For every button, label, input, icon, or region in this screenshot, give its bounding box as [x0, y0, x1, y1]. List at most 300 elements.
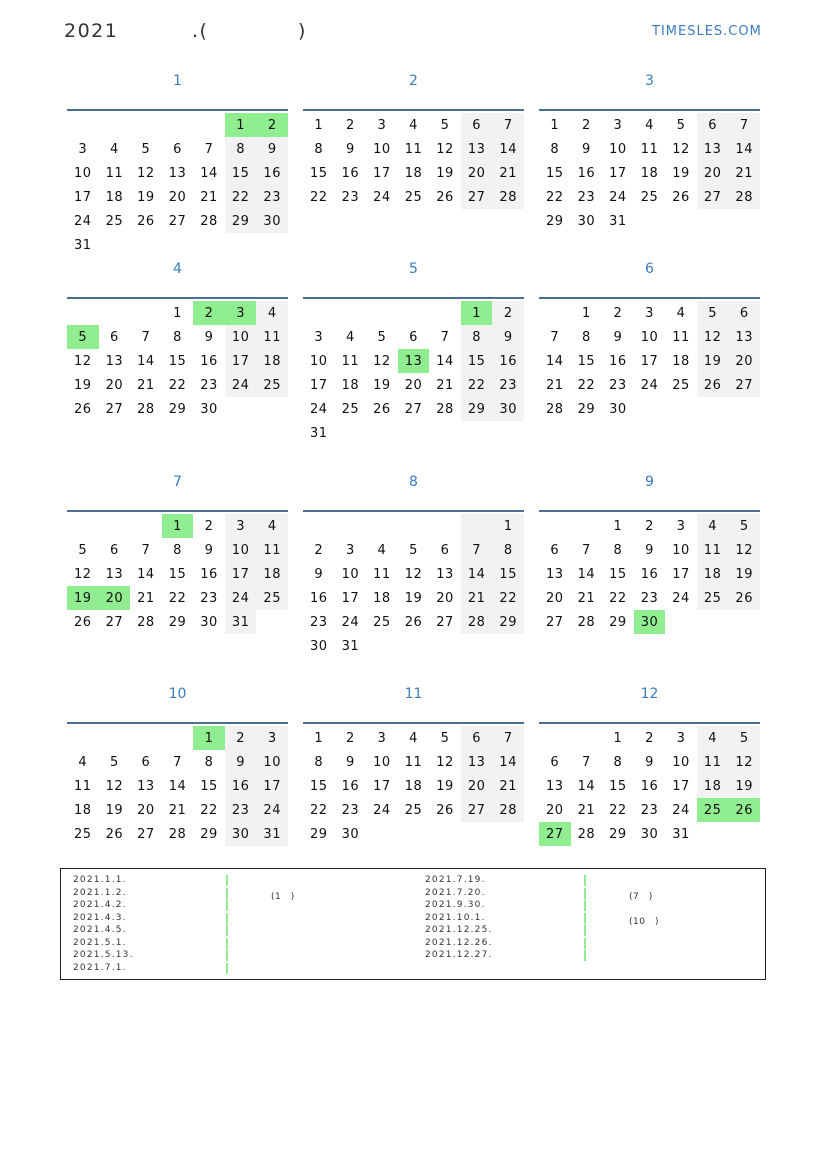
day-cell: 12	[436, 141, 454, 157]
day-cell: 9	[645, 542, 654, 558]
day-cell: 18	[74, 802, 92, 818]
day-cell: 24	[341, 614, 360, 630]
day-cell: 17	[672, 778, 690, 794]
day-cell: 28	[577, 614, 596, 630]
day-cell: 6	[550, 542, 560, 558]
day-cell: 4	[409, 117, 418, 133]
day-cell: 19	[436, 778, 454, 794]
day-cell: 11	[256, 325, 288, 349]
month-title: 3	[645, 73, 654, 89]
day-cell: 5	[377, 329, 387, 345]
day-cell: 5	[440, 730, 450, 746]
legend-row	[73, 925, 403, 938]
day-cell: 8	[204, 754, 214, 770]
day-cell: 20	[697, 161, 729, 185]
day-cell: 31	[74, 237, 92, 253]
day-cell: 8	[492, 538, 524, 562]
holiday-day-cell: 13	[398, 349, 430, 373]
day-cell: 31	[256, 822, 288, 846]
day-cell: 15	[168, 566, 187, 582]
day-cell: 25	[341, 401, 360, 417]
day-cell: 15	[168, 353, 187, 369]
empty-day-cell	[335, 514, 367, 538]
month-divider	[303, 722, 524, 724]
day-cell: 23	[225, 798, 257, 822]
day-cell: 8	[173, 329, 182, 345]
day-cell: 4	[409, 730, 418, 746]
day-cell: 22	[577, 377, 596, 393]
month-grid	[67, 514, 288, 634]
day-cell: 22	[546, 189, 564, 205]
day-cell: 21	[461, 586, 493, 610]
day-cell: 27	[137, 826, 155, 842]
day-cell: 8	[314, 754, 324, 770]
day-cell: 11	[640, 141, 659, 157]
day-cell: 6	[440, 542, 450, 558]
day-cell: 16	[609, 353, 627, 369]
legend-row	[73, 938, 403, 951]
day-cell: 22	[168, 590, 187, 606]
day-cell: 21	[492, 161, 524, 185]
day-cell: 29	[168, 401, 187, 417]
day-cell: 14	[436, 353, 454, 369]
legend-row	[425, 875, 755, 888]
day-cell: 13	[728, 325, 760, 349]
day-cell: 23	[341, 802, 360, 818]
empty-day-cell	[162, 113, 194, 137]
legend-row	[73, 950, 403, 963]
day-cell: 15	[609, 566, 627, 582]
day-cell: 18	[404, 165, 423, 181]
day-cell: 18	[105, 189, 124, 205]
day-cell: 12	[672, 141, 690, 157]
day-cell: 30	[609, 401, 627, 417]
day-cell: 16	[200, 566, 218, 582]
day-cell: 23	[200, 590, 218, 606]
day-cell: 25	[404, 802, 423, 818]
day-cell: 9	[645, 754, 654, 770]
day-cell: 21	[200, 189, 218, 205]
day-cell: 15	[225, 161, 257, 185]
day-cell: 28	[492, 185, 524, 209]
day-cell: 29	[310, 826, 328, 842]
day-cell: 5	[409, 542, 418, 558]
day-cell: 17	[672, 566, 690, 582]
day-cell: 17	[256, 774, 288, 798]
day-cell: 3	[377, 117, 387, 133]
day-cell: 7	[204, 141, 214, 157]
day-cell: 19	[404, 590, 423, 606]
day-cell: 19	[74, 377, 92, 393]
day-cell: 29	[609, 614, 627, 630]
day-cell: 3	[256, 726, 288, 750]
day-cell: 27	[105, 614, 124, 630]
day-cell: 12	[728, 538, 760, 562]
day-cell: 14	[492, 137, 524, 161]
legend-date: 2021.10.1.	[425, 912, 486, 923]
day-cell: 29	[609, 826, 627, 842]
empty-day-cell	[571, 726, 603, 750]
legend-date: 2021.12.25.	[425, 925, 493, 935]
day-cell: 24	[225, 373, 257, 397]
day-cell: 11	[404, 141, 423, 157]
legend-marker	[226, 888, 228, 899]
day-cell: 9	[345, 141, 355, 157]
empty-day-cell	[303, 301, 335, 325]
day-cell: 20	[461, 774, 493, 798]
day-cell: 7	[581, 542, 591, 558]
empty-day-cell	[429, 514, 461, 538]
day-cell: 14	[200, 165, 218, 181]
month-divider	[539, 510, 760, 512]
header-paren-close: )	[298, 20, 307, 42]
day-cell: 20	[137, 802, 155, 818]
day-cell: 4	[676, 305, 686, 321]
day-cell: 20	[546, 590, 564, 606]
empty-day-cell	[130, 514, 162, 538]
day-cell: 14	[728, 137, 760, 161]
day-cell: 11	[404, 754, 423, 770]
legend-row	[73, 913, 403, 926]
day-cell: 6	[109, 542, 119, 558]
day-cell: 26	[105, 826, 124, 842]
legend-marker	[584, 913, 586, 924]
month-title: 5	[409, 261, 418, 277]
day-cell: 14	[168, 778, 187, 794]
day-cell: 20	[461, 161, 493, 185]
day-cell: 13	[697, 137, 729, 161]
day-cell: 30	[577, 213, 596, 229]
day-cell: 1	[314, 117, 324, 133]
day-cell: 30	[310, 638, 328, 654]
day-cell: 23	[577, 189, 596, 205]
holiday-day-cell: 1	[193, 726, 225, 750]
day-cell: 19	[697, 349, 729, 373]
month-divider	[303, 109, 524, 111]
day-cell: 10	[373, 141, 391, 157]
day-cell: 3	[377, 730, 387, 746]
site-logo[interactable]: TIMESLES.COM	[652, 24, 762, 39]
day-cell: 16	[492, 349, 524, 373]
day-cell: 4	[345, 329, 355, 345]
day-cell: 30	[640, 826, 659, 842]
day-cell: 26	[137, 213, 155, 229]
day-cell: 10	[373, 754, 391, 770]
day-cell: 8	[581, 329, 591, 345]
day-cell: 21	[137, 590, 155, 606]
month-title: 8	[409, 474, 418, 490]
day-cell: 10	[310, 353, 328, 369]
day-cell: 6	[141, 754, 151, 770]
day-cell: 10	[609, 141, 627, 157]
day-cell: 7	[440, 329, 450, 345]
day-cell: 19	[137, 189, 155, 205]
day-cell: 26	[436, 189, 454, 205]
day-cell: 30	[200, 614, 218, 630]
day-cell: 18	[373, 590, 391, 606]
day-cell: 26	[436, 802, 454, 818]
day-cell: 26	[404, 614, 423, 630]
day-cell: 8	[173, 542, 182, 558]
day-cell: 1	[581, 305, 591, 321]
day-cell: 2	[314, 542, 324, 558]
day-cell: 12	[373, 353, 391, 369]
day-cell: 7	[492, 113, 524, 137]
empty-day-cell	[67, 514, 99, 538]
day-cell: 16	[225, 774, 257, 798]
day-cell: 11	[697, 750, 729, 774]
holiday-day-cell: 2	[256, 113, 288, 137]
day-cell: 25	[404, 189, 423, 205]
day-cell: 11	[373, 566, 391, 582]
day-cell: 2	[492, 301, 524, 325]
day-cell: 25	[74, 826, 92, 842]
day-cell: 18	[256, 562, 288, 586]
legend-row	[73, 875, 403, 888]
day-cell: 22	[461, 373, 493, 397]
empty-day-cell	[67, 113, 99, 137]
day-cell: 10	[256, 750, 288, 774]
month-title: 12	[640, 686, 659, 702]
month-grid	[303, 301, 524, 445]
day-cell: 26	[728, 586, 760, 610]
day-cell: 7	[728, 113, 760, 137]
legend-marker	[226, 900, 228, 911]
day-cell: 4	[256, 301, 288, 325]
day-cell: 22	[609, 802, 627, 818]
day-cell: 11	[74, 778, 92, 794]
day-cell: 9	[492, 325, 524, 349]
day-cell: 23	[640, 802, 659, 818]
day-cell: 16	[200, 353, 218, 369]
empty-day-cell	[539, 301, 571, 325]
day-cell: 24	[609, 189, 627, 205]
legend-marker	[584, 875, 586, 886]
day-cell: 25	[697, 586, 729, 610]
day-cell: 31	[341, 638, 360, 654]
day-cell: 22	[200, 802, 218, 818]
day-cell: 15	[200, 778, 218, 794]
day-cell: 4	[645, 117, 654, 133]
legend-date: 2021.5.13.	[73, 950, 134, 960]
day-cell: 2	[345, 730, 355, 746]
holiday-day-cell: 19	[67, 586, 99, 610]
day-cell: 21	[546, 377, 564, 393]
day-cell: 25	[640, 189, 659, 205]
month-divider	[539, 722, 760, 724]
day-cell: 17	[341, 590, 360, 606]
empty-day-cell	[461, 514, 493, 538]
day-cell: 22	[225, 185, 257, 209]
day-cell: 26	[373, 401, 391, 417]
empty-day-cell	[303, 514, 335, 538]
day-cell: 15	[577, 353, 596, 369]
legend-marker	[226, 875, 228, 886]
holiday-day-cell: 26	[728, 798, 760, 822]
day-cell: 27	[105, 401, 124, 417]
day-cell: 11	[697, 538, 729, 562]
day-cell: 23	[492, 373, 524, 397]
day-cell: 31	[672, 826, 690, 842]
legend-date: 2021.7.20.	[425, 887, 486, 898]
day-cell: 26	[74, 614, 92, 630]
day-cell: 20	[728, 349, 760, 373]
empty-day-cell	[67, 726, 99, 750]
day-cell: 22	[609, 590, 627, 606]
day-cell: 27	[697, 185, 729, 209]
day-cell: 13	[546, 566, 564, 582]
day-cell: 6	[697, 113, 729, 137]
day-cell: 17	[640, 353, 659, 369]
day-cell: 4	[697, 514, 729, 538]
empty-day-cell	[162, 726, 194, 750]
day-cell: 19	[672, 165, 690, 181]
day-cell: 27	[436, 614, 454, 630]
day-cell: 7	[141, 329, 151, 345]
day-cell: 26	[74, 401, 92, 417]
month-title: 11	[404, 686, 423, 702]
day-cell: 20	[436, 590, 454, 606]
day-cell: 22	[310, 802, 328, 818]
day-cell: 30	[200, 401, 218, 417]
day-cell: 28	[137, 401, 155, 417]
day-cell: 1	[613, 518, 623, 534]
legend-row	[425, 888, 755, 901]
day-cell: 27	[168, 213, 187, 229]
day-cell: 15	[310, 165, 328, 181]
day-cell: 31	[225, 610, 257, 634]
day-cell: 23	[609, 377, 627, 393]
month-divider	[303, 297, 524, 299]
legend-date: 2021.9.30.	[425, 900, 486, 910]
day-cell: 31	[310, 425, 328, 441]
day-cell: 13	[105, 353, 124, 369]
legend-date: 2021.4.2.	[73, 900, 127, 910]
empty-day-cell	[539, 514, 571, 538]
day-cell: 18	[256, 349, 288, 373]
day-cell: 21	[492, 774, 524, 798]
legend-marker	[584, 938, 586, 949]
day-cell: 16	[640, 566, 659, 582]
day-cell: 1	[492, 514, 524, 538]
month-title: 7	[173, 474, 182, 490]
legend-row	[73, 900, 403, 913]
empty-day-cell	[130, 301, 162, 325]
day-cell: 9	[204, 542, 214, 558]
legend-marker	[584, 888, 586, 899]
day-cell: 11	[256, 538, 288, 562]
month-divider	[67, 297, 288, 299]
day-cell: 28	[728, 185, 760, 209]
day-cell: 5	[676, 117, 686, 133]
day-cell: 23	[640, 590, 659, 606]
month-divider	[539, 297, 760, 299]
month-grid	[539, 301, 760, 421]
day-cell: 19	[105, 802, 124, 818]
day-cell: 6	[409, 329, 418, 345]
day-cell: 12	[137, 165, 155, 181]
day-cell: 22	[168, 377, 187, 393]
day-cell: 2	[645, 518, 654, 534]
day-cell: 28	[137, 614, 155, 630]
day-cell: 30	[225, 822, 257, 846]
day-cell: 13	[105, 566, 124, 582]
legend-marker	[584, 950, 586, 961]
legend-date: 2021.4.3.	[73, 912, 127, 923]
month-title: 10	[168, 686, 187, 702]
empty-day-cell	[398, 301, 430, 325]
day-cell: 8	[461, 325, 493, 349]
day-cell: 18	[697, 562, 729, 586]
day-cell: 9	[256, 137, 288, 161]
header-paren-open: .(	[192, 20, 209, 42]
day-cell: 3	[345, 542, 355, 558]
day-cell: 1	[314, 730, 324, 746]
holiday-day-cell: 20	[99, 586, 131, 610]
day-cell: 24	[256, 798, 288, 822]
holiday-day-cell: 1	[461, 301, 493, 325]
empty-day-cell	[130, 726, 162, 750]
day-cell: 9	[314, 566, 324, 582]
day-cell: 28	[492, 798, 524, 822]
day-cell: 6	[550, 754, 560, 770]
empty-day-cell	[99, 301, 131, 325]
day-cell: 11	[672, 329, 690, 345]
day-cell: 2	[345, 117, 355, 133]
day-cell: 9	[225, 750, 257, 774]
day-cell: 27	[461, 798, 493, 822]
day-cell: 13	[461, 750, 493, 774]
day-cell: 10	[225, 538, 257, 562]
day-cell: 27	[546, 614, 564, 630]
legend-date: 2021.7.19.	[425, 875, 486, 885]
day-cell: 15	[461, 349, 493, 373]
day-cell: 24	[74, 213, 92, 229]
day-cell: 3	[613, 117, 623, 133]
day-cell: 5	[440, 117, 450, 133]
legend-right-column	[425, 875, 755, 963]
legend-date: 2021.5.1.	[73, 937, 127, 948]
day-cell: 6	[173, 141, 182, 157]
day-cell: 25	[105, 213, 124, 229]
day-cell: 30	[341, 826, 360, 842]
day-cell: 27	[728, 373, 760, 397]
empty-day-cell	[571, 514, 603, 538]
day-cell: 3	[314, 329, 324, 345]
day-cell: 30	[256, 209, 288, 233]
empty-day-cell	[539, 726, 571, 750]
day-cell: 7	[550, 329, 560, 345]
day-cell: 23	[310, 614, 328, 630]
day-cell: 20	[546, 802, 564, 818]
day-cell: 27	[461, 185, 493, 209]
day-cell: 24	[310, 401, 328, 417]
day-cell: 12	[74, 566, 92, 582]
day-cell: 15	[609, 778, 627, 794]
empty-day-cell	[366, 301, 398, 325]
day-cell: 16	[577, 165, 596, 181]
month-divider	[303, 510, 524, 512]
day-cell: 4	[256, 514, 288, 538]
day-cell: 29	[461, 397, 493, 421]
day-cell: 16	[256, 161, 288, 185]
day-cell: 6	[461, 113, 493, 137]
holiday-legend	[60, 868, 766, 980]
legend-date: 2021.1.1.	[73, 875, 127, 885]
day-cell: 10	[672, 542, 690, 558]
empty-day-cell	[67, 301, 99, 325]
day-cell: 4	[78, 754, 88, 770]
